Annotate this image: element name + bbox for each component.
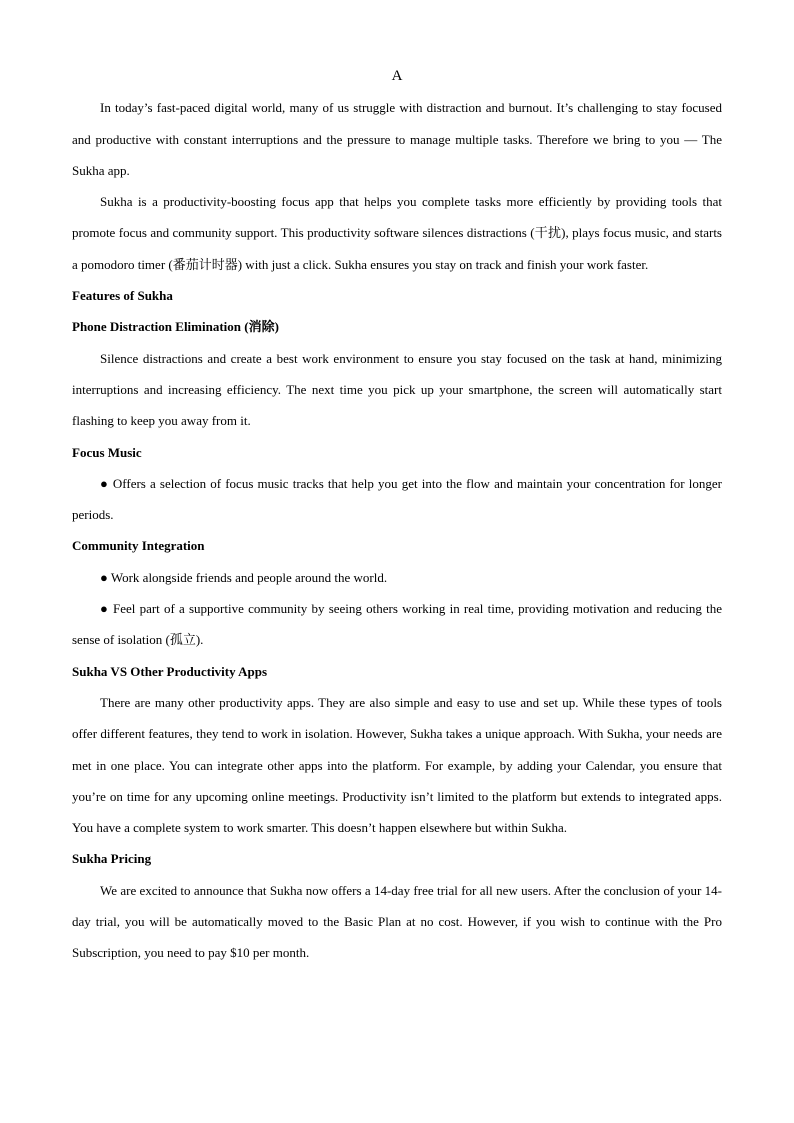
music-heading: Focus Music bbox=[72, 444, 142, 460]
pricing-paragraph: We are excited to announce that Sukha now offers a 14-day free trial for all new users. After the conclusion of your 14-day trial, you will be automatically moved to the Basic Plan at no cost. However, if you wish to continue with the Pro Subscription, you need to pay $10 per month. bbox=[72, 882, 722, 961]
community-bullet-2: ● Feel part of a supportive community by seeing others working in real time, providing motivation and reducing the sense of isolation (孤立). bbox=[72, 601, 722, 648]
community-heading: Community Integration bbox=[72, 538, 205, 554]
document-body bbox=[72, 61, 722, 969]
distraction-heading: Phone Distraction Elimination (消除) bbox=[72, 319, 279, 335]
features-heading: Features of Sukha bbox=[72, 288, 173, 304]
distraction-paragraph: Silence distractions and create a best work environment to ensure you stay focused on the task at hand, minimizing interruptions and increasing efficiency. The next time you pick up your smartphone, the screen will automatically start flashing to keep you away from it. bbox=[72, 350, 722, 429]
vs-heading: Sukha VS Other Productivity Apps bbox=[72, 663, 268, 679]
passage-title: A bbox=[391, 68, 403, 84]
pricing-heading: Sukha Pricing bbox=[72, 851, 152, 867]
about-paragraph: Sukha is a productivity-boosting focus app that helps you complete tasks more efficiently by providing tools that promote focus and community support. This productivity software silences distractions (干扰), plays focus music, and starts a pomodoro timer (番茄计时器) with just a click. Sukha ensures you stay on track and finish your work faster. bbox=[72, 194, 722, 272]
intro-paragraph: In today’s fast-paced digital world, many of us struggle with distraction and burnout. It’s challenging to stay focused and productive with constant interruptions and the pressure to manage multiple tasks. Therefore we bring to you — The Sukha app. bbox=[72, 100, 722, 178]
community-bullet-1: ● Work alongside friends and people around the world. bbox=[100, 569, 388, 585]
music-bullet: ● Offers a selection of focus music tracks that help you get into the flow and maintain your concentration for longer periods. bbox=[72, 475, 722, 523]
vs-paragraph: There are many other productivity apps. They are also simple and easy to use and set up. While these types of tools offer different features, they tend to work in isolation. However, Sukha takes a unique approach. With Sukha, your needs are met in one place. You can integrate other apps into the platform. For example, by adding your Calendar, you ensure that you’re on time for any upcoming online meetings. Productivity isn’t limited to the platform but extends to integrated apps. You have a complete system to work smarter. This doesn’t happen elsewhere but within Sukha. bbox=[72, 694, 722, 836]
